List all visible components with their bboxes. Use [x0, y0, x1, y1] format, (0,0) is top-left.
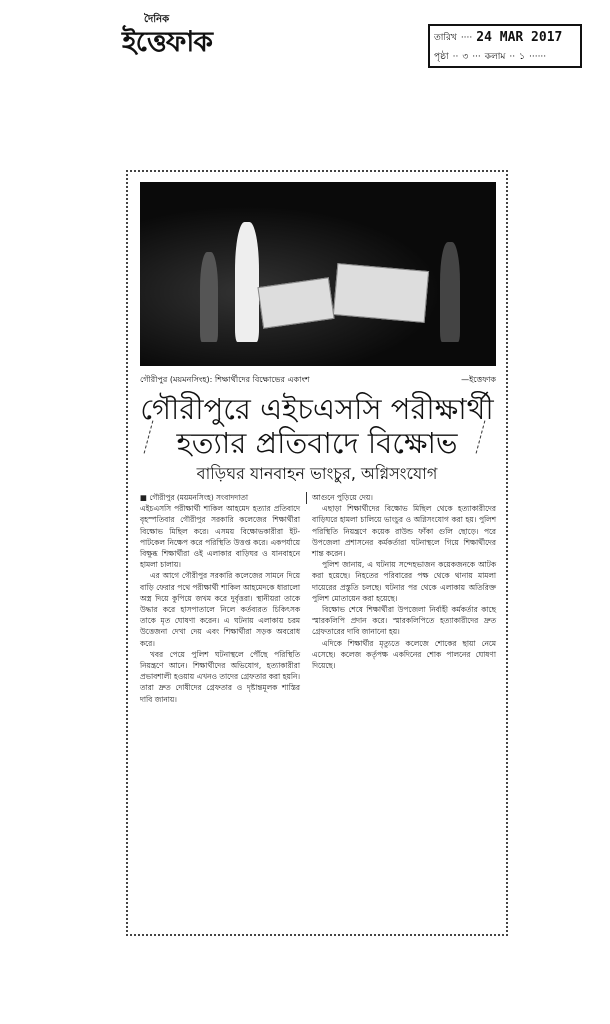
photo-caption-row: [140, 374, 496, 387]
newspaper-logo: [122, 14, 242, 58]
masthead-title: ইত্তেফাক: [122, 25, 213, 58]
date-label: তারিখ: [434, 33, 457, 43]
page-number: ৩: [462, 52, 469, 62]
column-label: কলাম: [484, 52, 506, 62]
paragraph: বিক্ষোভ শেষে শিক্ষার্থীরা উপজেলা নির্বাহী কর্মকর্তার কাছে স্মারকলিপি প্রদান করে। স্মারকলিপিতে হত্যাকারীদের দ্রুত গ্রেফতারের দাবি জানানো হয়।: [312, 605, 496, 637]
photo-credit: —ইত্তেফাক: [461, 375, 496, 384]
headline: [130, 392, 504, 460]
paragraph: এছাড়া শিক্ষার্থীদের বিক্ষোভ মিছিল থেকে হত্যাকারীদের বাড়িঘরে হামলা চালিয়ে ভাংচুর ও অগ্নিসংযোগ করা হয়। পুলিশ পরিস্থিতি নিয়ন্ত্রণে কয়েক রাউন্ড ফাঁকা গুলি ছোড়ে। পরে উপজেলা প্রশাসনের কর্মকর্তারা ঘটনাস্থলে গিয়ে শিক্ষার্থীদের শান্ত করেন।: [312, 504, 496, 559]
masthead-small: দৈনিক: [144, 14, 170, 25]
article-column-2: [312, 492, 496, 671]
page-label: পৃষ্ঠা: [434, 52, 449, 62]
paragraph: আগুনে পুড়িয়ে দেয়।: [312, 493, 373, 502]
headline-line-1: গৌরীপুরে এইচএসসি পরীক্ষার্থী: [140, 392, 494, 426]
column-divider: [306, 492, 307, 504]
paragraph: এইচএসসি পরীক্ষার্থী শাকিল আহমেদ হত্যার প্রতিবাদে বৃহস্পতিবার গৌরীপুর সরকারি কলেজের শিক্ষার্থীরা বিক্ষোভ মিছিল করে। এসময় বিক্ষোভকারীরা ইট-পাটকেল নিক্ষেপ করে পরিস্থিতি উত্তপ্ত করে। একপর্যায়ে বিক্ষুব্ধ শিক্ষার্থীরা ওই এলাকার বাড়িঘর ও যানবাহনে হামলা চালায়।: [140, 504, 300, 570]
column-number: ১: [519, 52, 525, 62]
subheadline: বাড়িঘর যানবাহন ভাংচুর, অগ্নিসংযোগ: [196, 464, 438, 483]
stamp-date: 24 MAR 2017: [476, 30, 563, 45]
headline-line-2: হত্যার প্রতিবাদে বিক্ষোভ: [176, 426, 458, 460]
paragraph: এর আগে গৌরীপুর সরকারি কলেজের সামনে দিয়ে বাড়ি ফেরার পথে পরীক্ষার্থী শাকিল আহমেদকে ধারালো অস্ত্র দিয়ে কুপিয়ে জখম করে দুর্বৃত্তরা। স্থানীয়রা তাকে উদ্ধার করে হাসপাতালে নিলে কর্তব্যরত চিকিৎসক তাকে মৃত ঘোষণা করেন। এ ঘটনায় এলাকায় চরম উত্তেজনা দেখা দেয় এবং শিক্ষার্থীরা সড়ক অবরোধ করে।: [140, 571, 300, 648]
dateline: ■ গৌরীপুর (ময়মনসিংহ) সংবাদদাতা: [140, 493, 248, 502]
article-column-1: [140, 492, 300, 705]
paragraph: এদিকে শিক্ষার্থীর মৃত্যুতে কলেজে শোকের ছায়া নেমে এসেছে। কলেজ কর্তৃপক্ষ একদিনের শোক পালনের ঘোষণা দিয়েছে।: [312, 638, 496, 671]
paragraph: খবর পেয়ে পুলিশ ঘটনাস্থলে পৌঁছে পরিস্থিতি নিয়ন্ত্রণে আনে। শিক্ষার্থীদের অভিযোগ, হত্যাকারীরা প্রভাবশালী হওয়ায় এখনও তাদের গ্রেফতার করা হয়নি। তারা দ্রুত দোষীদের গ্রেফতার ও দৃষ্টান্তমূলক শাস্তির দাবি জানায়।: [140, 649, 300, 704]
photo-caption: গৌরীপুর (ময়মনসিংহ): শিক্ষার্থীদের বিক্ষোভের একাংশ: [140, 375, 310, 384]
paragraph: পুলিশ জানায়, এ ঘটনায় সন্দেহভাজন কয়েকজনকে আটক করা হয়েছে। নিহতের পরিবারের পক্ষ থেকে থানায় মামলা দায়েরের প্রস্তুতি চলছে। ঘটনার পর থেকে এলাকায় অতিরিক্ত পুলিশ মোতায়েন করা হয়েছে।: [312, 560, 496, 603]
news-photo: [140, 182, 496, 366]
date-stamp: তারিখ ···· 24 MAR 2017 পৃষ্ঠা ·· ৩ ··· কলাম ·· ১ ······: [428, 24, 582, 68]
